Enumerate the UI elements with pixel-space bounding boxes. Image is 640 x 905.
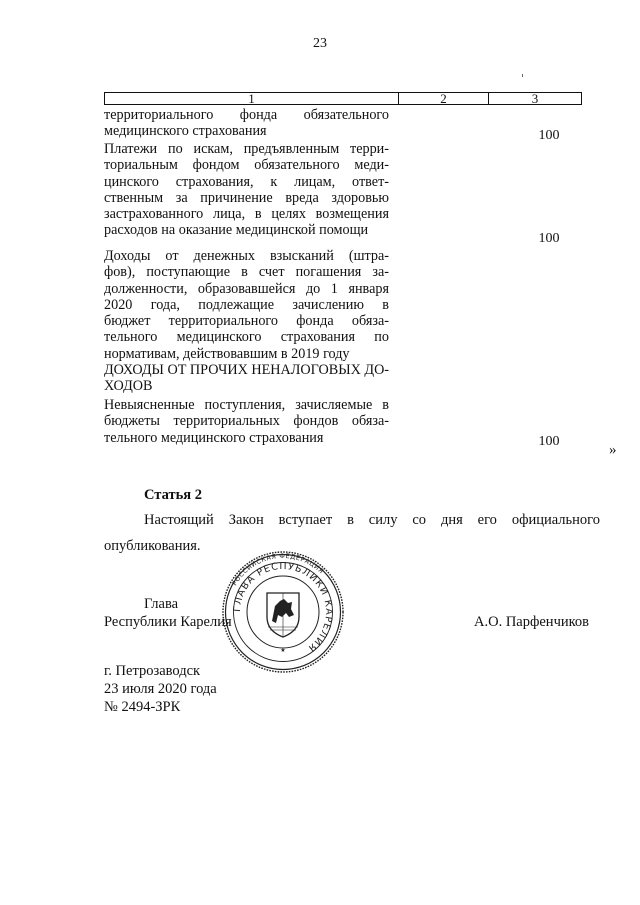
table-row: [104, 397, 389, 446]
row-line: фов), поступающие в счет погашения за-: [104, 264, 389, 281]
row-line: расходов на оказание медицинской помощи: [104, 222, 369, 239]
scan-mark: [522, 74, 523, 77]
seal-outer-text: РОССИЙСКАЯ ФЕДЕРАЦИЯ: [230, 551, 326, 588]
row-line: долженности, образовавшейся до 1 января: [104, 280, 389, 297]
row-line: бюджет территориального фонда обяза-: [104, 313, 389, 330]
row-line: медицинского страхования: [104, 123, 267, 140]
row-line: Платежи по искам, предъявленным терри-: [104, 141, 389, 157]
signature-title-line-2: Республики Карелия: [104, 614, 232, 630]
row-value: 100: [538, 128, 560, 143]
row-line: тельного медицинского страхования: [104, 429, 324, 446]
table-row: [104, 107, 389, 140]
row-line: бюджеты территориальных фондов обяза-: [104, 413, 389, 430]
article-title: Статья 2: [144, 487, 202, 503]
row-value: 100: [538, 231, 560, 246]
place-of-signing: г. Петрозаводск: [104, 663, 201, 679]
page-number: 23: [313, 36, 327, 51]
row-line: 2020 года, подлежащие зачислению в: [104, 296, 389, 313]
coat-of-arms-icon: [267, 593, 299, 637]
row-line: территориального фонда обязательного: [104, 107, 389, 123]
row-value: 100: [538, 434, 560, 449]
closing-quote: »: [609, 442, 617, 458]
row-line: ториальным фондом обязательного меди-: [104, 157, 389, 174]
row-line: ХОДОВ: [104, 378, 153, 395]
row-line: Невыясненные поступления, зачисляемые в: [104, 397, 389, 413]
row-line: нормативам, действовавшим в 2019 году: [104, 345, 350, 362]
article-text-line-2: опубликования.: [104, 538, 201, 554]
table-row: [104, 362, 389, 395]
law-number: № 2494-ЗРК: [104, 699, 181, 715]
official-seal: [222, 551, 344, 673]
table-header: [104, 92, 582, 105]
row-line: тельного медицинского страхования по: [104, 329, 389, 346]
row-line: ДОХОДЫ ОТ ПРОЧИХ НЕНАЛОГОВЫХ ДО-: [104, 362, 390, 378]
table-header-col-1: 1: [105, 93, 399, 104]
row-line: Доходы от денежных взысканий (штра-: [104, 248, 389, 264]
signing-date: 23 июля 2020 года: [104, 681, 217, 697]
row-line: ственным за причинение вреда здоровью: [104, 189, 389, 206]
table-header-col-2: 2: [399, 93, 489, 104]
signatory-name: А.О. Парфенчиков: [474, 614, 590, 630]
svg-text:★: ★: [280, 647, 286, 654]
row-line: застрахованного лица, в целях возмещения: [104, 206, 389, 223]
signature-title-line-1: Глава: [144, 596, 179, 612]
article-text-line-1: Настоящий Закон вступает в силу со дня его официального: [144, 512, 600, 528]
seal-inner-text: ГЛАВА РЕСПУБЛИКИ КАРЕЛИЯ: [231, 560, 335, 655]
table-header-col-3: 3: [531, 91, 539, 106]
row-line: цинского страхования, к лицам, ответ-: [104, 173, 389, 190]
table-row: [104, 248, 389, 362]
table-row: [104, 141, 389, 239]
